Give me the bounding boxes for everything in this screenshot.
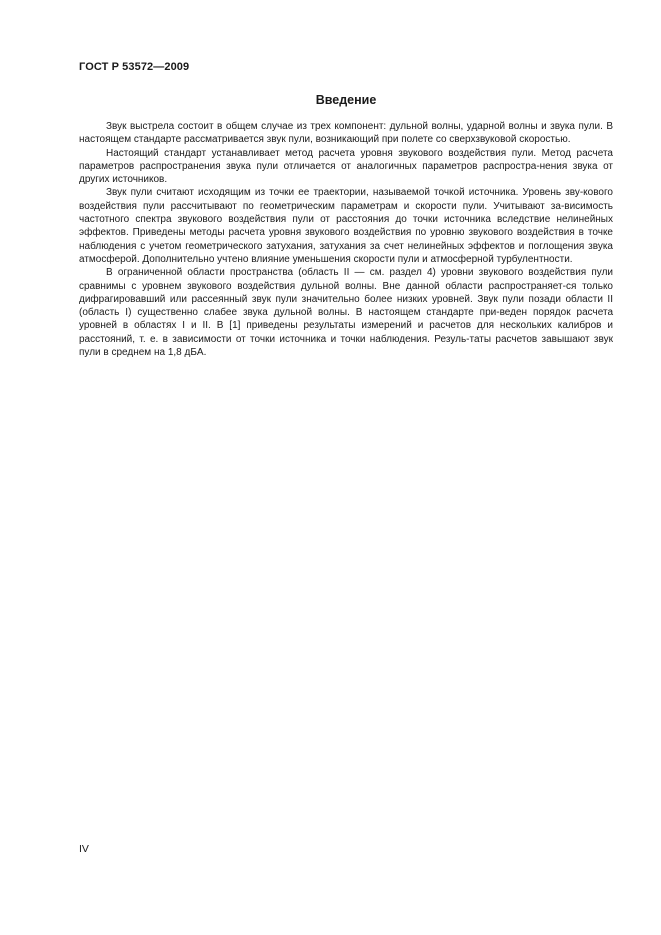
section-title: Введение — [315, 93, 377, 107]
paragraph: Звук выстрела состоит в общем случае из трех компонент: дульной волны, ударной волны и звука пули. В настоящем стандарте рассматривается звук пули, возникающий при полете со сверхзвуковой скоростью. — [79, 121, 613, 146]
document-code: ГОСТ Р 53572—2009 — [79, 61, 190, 73]
page-number: IV — [79, 843, 89, 855]
paragraph: Настоящий стандарт устанавливает метод расчета уровня звукового воздействия пули. Метод расчета параметров распространения звука пули отличается от аналогичных параметров распростра-нения звука от других источников. — [79, 147, 613, 186]
paragraph: Звук пули считают исходящим из точки ее траектории, называемой точкой источника. Уровень зву-кового воздействия пули рассчитывают по геометрическим параметрам и скорости пули. Учитывают за-висимость частотного спектра звукового воздействия пули от расстояния до точки источника вследствие нелинейных эффектов. Приведены методы расчета уровня звукового воздействия по уровню звукового воздействия в точке наблюдения с учетом геометрического затухания, затухания за счет нелинейных эффектов и поглощения звука атмосферой. Дополнительно учтено влияние уменьшения скорости пули и атмосферной турбулентности. — [79, 187, 613, 265]
paragraph: В ограниченной области пространства (область II — см. раздел 4) уровни звукового воздействия пули сравнимы с уровнем звукового воздействия дульной волны. Вне данной области распространяет-ся только дифрагировавший или рассеянный звук пули значительно более низких уровней. Звук пули позади области II (область I) существенно слабее звука дульной волны. В настоящем стандарте при-веден порядок расчета уровней в областях I и II. В [1] приведены результаты измерений и расчетов для нескольких калибров и расстояний, т. е. в зависимости от точки источника и точки наблюдения. Резуль-таты расчетов завышают звук пули в среднем на 1,8 дБA. — [79, 267, 613, 359]
body-text — [79, 120, 613, 359]
